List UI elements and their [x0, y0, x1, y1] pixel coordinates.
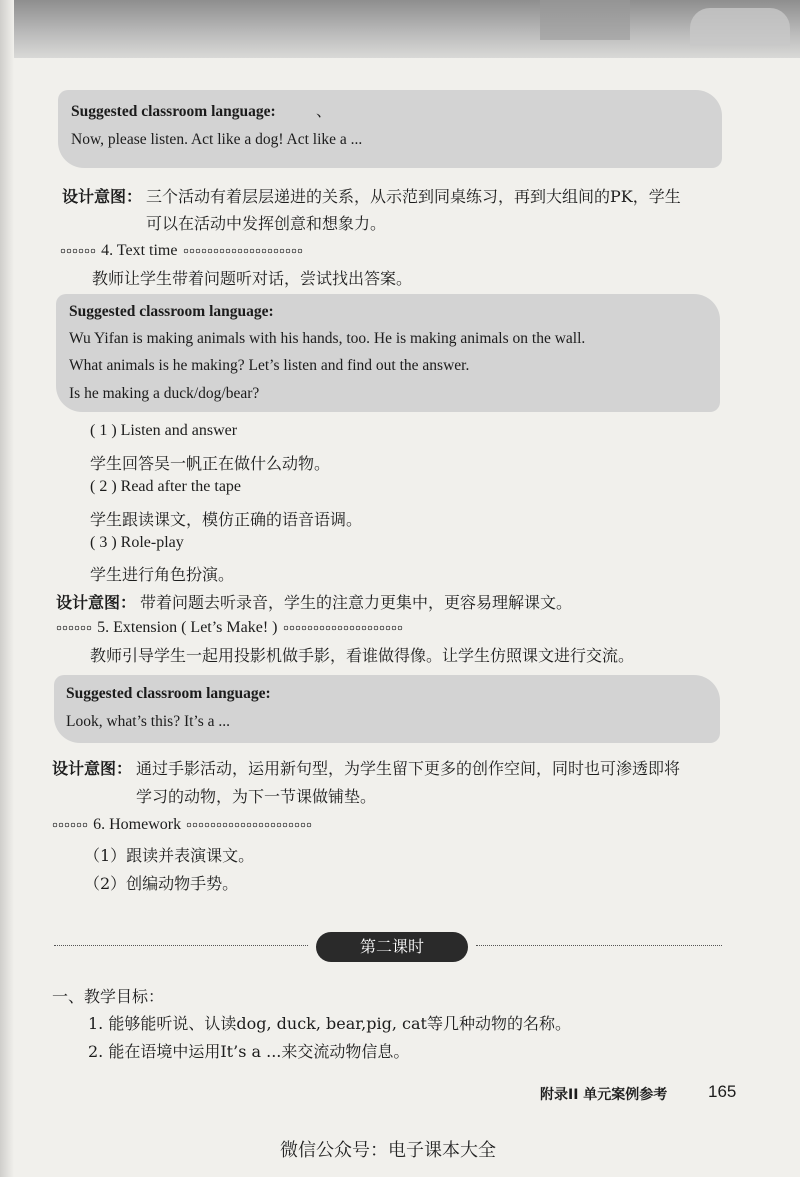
step-3: ( 3 ) Role-play [90, 534, 184, 551]
box-heading: Suggested classroom language: [69, 303, 274, 320]
watermark: 微信公众号：电子课本大全 [280, 1140, 496, 1161]
intent-label: 设计意图： [62, 187, 143, 206]
wavy-rule [186, 822, 312, 828]
intent-label: 设计意图： [56, 593, 137, 612]
suggested-language-box-1 [58, 90, 722, 168]
box-line: Is he making a duck/dog/bear? [69, 385, 260, 402]
intent-text: 学习的动物，为下一节课做铺垫。 [136, 787, 377, 806]
section-6-title [52, 814, 312, 834]
intent-text: 三个活动有着层层递进的关系，从示范到同桌练习，再到大组间的PK，学生 [146, 187, 681, 206]
goal-title: 一、教学目标： [52, 987, 165, 1006]
wavy-rule [60, 248, 96, 254]
page-number: 165 [708, 1082, 737, 1101]
suggested-language-box-3 [54, 675, 720, 743]
intent-text: 通过手影活动，运用新句型，为学生留下更多的创作空间，同时也可渗透即将 [136, 759, 681, 778]
box-line: What animals is he making? Let’s listen and find out the answer. [69, 357, 470, 374]
wavy-rule [56, 625, 92, 631]
stray-mark: 、 [316, 103, 332, 120]
section-title-text: 4. Text time [101, 242, 178, 259]
step-1-desc: 学生回答吴一帆正在做什么动物。 [90, 454, 331, 473]
divider-left [54, 945, 308, 946]
homework-item: （1）跟读并表演课文。 [84, 846, 255, 865]
wavy-rule [283, 625, 403, 631]
section-5-title [56, 617, 403, 637]
suggested-language-box-2 [56, 294, 720, 412]
box-heading: Suggested classroom language: [66, 685, 271, 702]
intent-label: 设计意图： [52, 759, 133, 778]
box-line: Wu Yifan is making animals with his hands, too. He is making animals on the wall. [69, 330, 586, 347]
homework-item: （2）创编动物手势。 [84, 874, 239, 893]
header-image-band [0, 0, 800, 58]
step-2-desc: 学生跟读课文，模仿正确的语音语调。 [90, 510, 363, 529]
step-3-desc: 学生进行角色扮演。 [90, 565, 235, 584]
header-decoration [690, 8, 790, 46]
section-title-text: 6. Homework [93, 816, 182, 833]
box-line: Look, what’s this? It’s a ... [66, 713, 231, 730]
wavy-rule [183, 248, 303, 254]
box-line: Now, please listen. Act like a dog! Act like a ... [71, 131, 363, 148]
section-intro: 教师让学生带着问题听对话，尝试找出答案。 [92, 269, 413, 288]
section-title-text: 5. Extension ( Let’s Make! ) [97, 619, 278, 636]
section-4-title [60, 240, 303, 260]
header-decoration [540, 0, 630, 40]
divider-right [476, 945, 722, 946]
box-heading: Suggested classroom language: [71, 103, 276, 120]
intent-text: 可以在活动中发挥创意和想象力。 [146, 214, 387, 233]
page-footer-label: 附录II 单元案例参考 [540, 1087, 668, 1103]
section-intro: 教师引导学生一起用投影机做手影，看谁做得像。让学生仿照课文进行交流。 [90, 646, 635, 665]
intent-text: 带着问题去听录音，学生的注意力更集中，更容易理解课文。 [140, 593, 573, 612]
goal-item: 1. 能够能听说、认读dog, duck, bear,pig, cat等几种动物的名称。 [88, 1014, 571, 1033]
lesson-badge: 第二课时 [316, 932, 468, 962]
step-2: ( 2 ) Read after the tape [90, 478, 242, 495]
wavy-rule [52, 822, 88, 828]
goal-item: 2. 能在语境中运用It’s a ...来交流动物信息。 [88, 1042, 410, 1061]
step-1: ( 1 ) Listen and answer [90, 422, 238, 439]
page-edge-shadow [0, 0, 14, 1177]
